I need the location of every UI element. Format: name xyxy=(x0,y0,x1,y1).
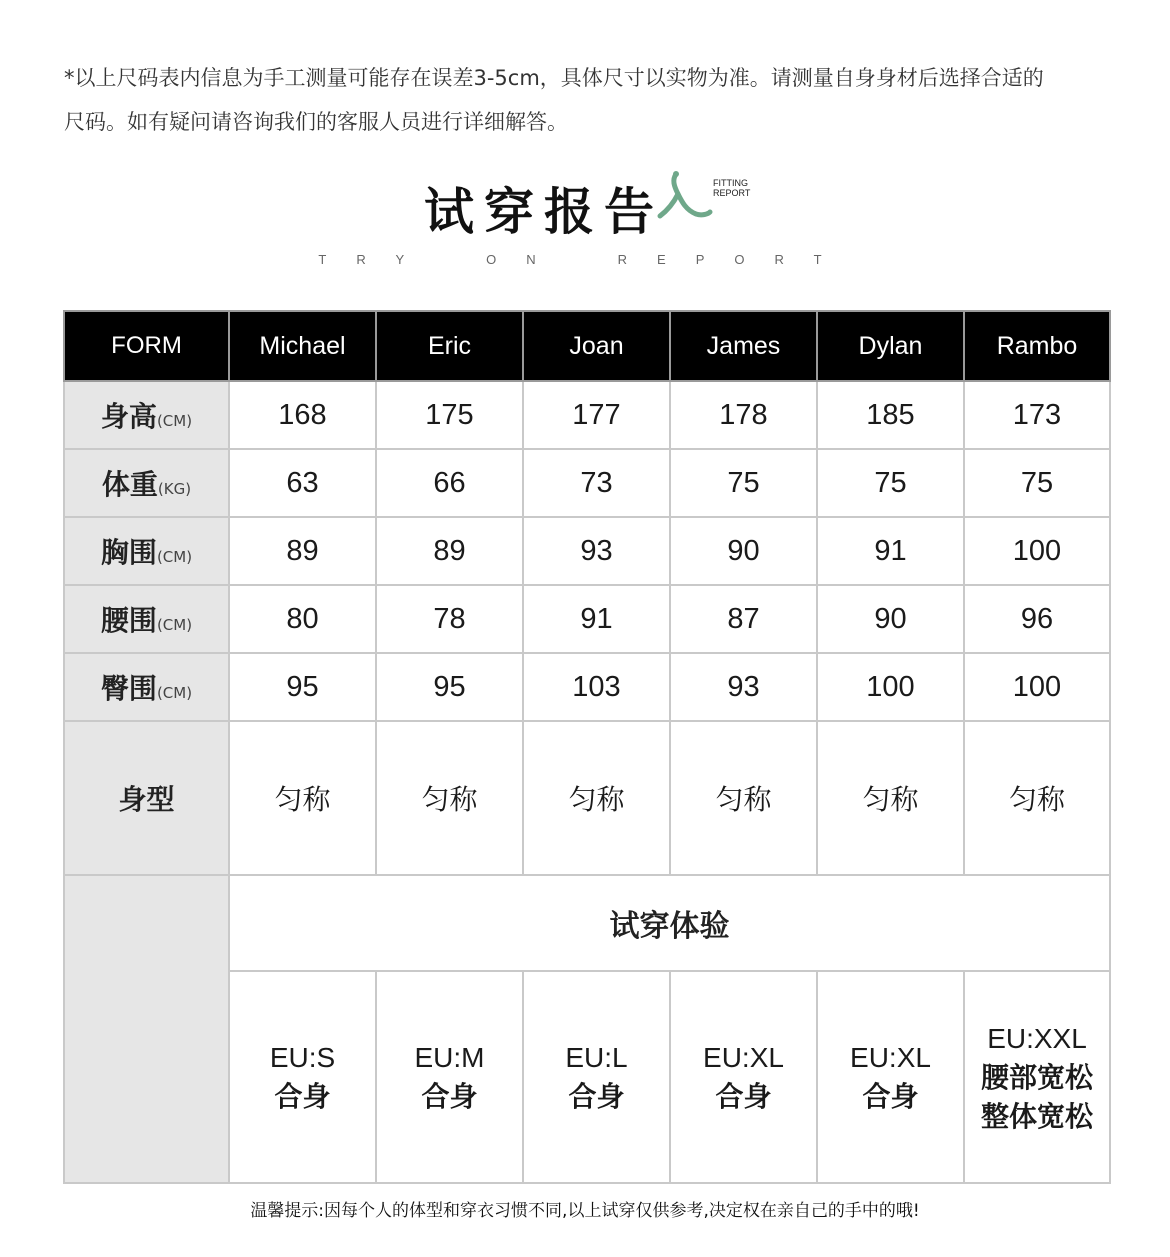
row-label-text: 臀围 xyxy=(100,672,157,705)
header-person: Michael xyxy=(229,311,376,381)
shape-value: 匀称 xyxy=(964,721,1110,875)
logo-text-fitting: FITTING xyxy=(713,178,748,188)
row-label-text: 体重 xyxy=(101,468,158,501)
measure-value: 95 xyxy=(229,653,376,721)
experience-value xyxy=(964,971,1110,1183)
header-person: Joan xyxy=(523,311,670,381)
measure-value: 93 xyxy=(670,653,817,721)
measure-value: 103 xyxy=(523,653,670,721)
note-line-1: *以上尺码表内信息为手工测量可能存在误差3-5cm，具体尺寸以实物为准。请测量自身身材后选择合适的 xyxy=(64,66,1044,90)
measure-value: 91 xyxy=(817,517,964,585)
title-cn: 试穿报告 xyxy=(424,183,664,241)
experience-value xyxy=(229,971,376,1183)
measure-value: 91 xyxy=(523,585,670,653)
measure-value: 177 xyxy=(523,381,670,449)
shape-label: 身型 xyxy=(64,721,229,875)
row-label-unit: (KG) xyxy=(157,480,192,498)
measure-value: 96 xyxy=(964,585,1110,653)
header-form: FORM xyxy=(64,311,229,381)
row-label-text: 腰围 xyxy=(100,604,157,637)
subtitle-word: ON xyxy=(486,252,566,267)
measure-value: 66 xyxy=(376,449,523,517)
shape-row xyxy=(64,721,1110,875)
header-row xyxy=(64,311,1110,381)
measure-value: 93 xyxy=(523,517,670,585)
row-label xyxy=(64,517,229,585)
measure-value: 73 xyxy=(523,449,670,517)
measure-value: 173 xyxy=(964,381,1110,449)
footer-tip: 温馨提示:因每个人的体型和穿衣习惯不同,以上试穿仅供参考,决定权在亲自己的手中的哦! xyxy=(250,1201,920,1221)
subtitle-try-on-report xyxy=(0,252,1170,267)
experience-label-cell xyxy=(64,875,229,1183)
measure-value: 78 xyxy=(376,585,523,653)
measure-value: 80 xyxy=(229,585,376,653)
experience-fit: 合身 xyxy=(274,1080,331,1113)
measure-value: 89 xyxy=(229,517,376,585)
shape-value: 匀称 xyxy=(670,721,817,875)
measure-value: 75 xyxy=(964,449,1110,517)
experience-fit: 腰部宽松 xyxy=(980,1060,1093,1094)
header-person: Dylan xyxy=(817,311,964,381)
measure-row xyxy=(64,449,1110,517)
row-label-text: 胸围 xyxy=(100,536,157,569)
measure-row xyxy=(64,653,1110,721)
measure-value: 175 xyxy=(376,381,523,449)
experience-size: EU:M xyxy=(414,1042,485,1073)
header-person: Rambo xyxy=(964,311,1110,381)
experience-size: EU:XL xyxy=(703,1042,784,1073)
note-line-2: 尺码。如有疑问请咨询我们的客服人员进行详细解答。 xyxy=(64,110,568,134)
experience-value xyxy=(670,971,817,1183)
experience-fit: 合身 xyxy=(568,1080,625,1113)
header-person: Eric xyxy=(376,311,523,381)
report-title xyxy=(0,168,1170,240)
measure-value: 87 xyxy=(670,585,817,653)
logo-text-report: REPORT xyxy=(713,188,751,198)
row-label-unit: (CM) xyxy=(156,412,193,430)
experience-size: EU:L xyxy=(565,1042,628,1073)
shape-value: 匀称 xyxy=(523,721,670,875)
experience-value xyxy=(817,971,964,1183)
shape-value: 匀称 xyxy=(376,721,523,875)
measure-value: 95 xyxy=(376,653,523,721)
experience-size: EU:S xyxy=(269,1042,336,1073)
experience-value xyxy=(523,971,670,1183)
row-label xyxy=(64,449,229,517)
experience-size: EU:XXL xyxy=(987,1022,1087,1054)
measure-row xyxy=(64,381,1110,449)
row-label xyxy=(64,585,229,653)
row-label-unit: (CM) xyxy=(156,548,193,566)
row-label xyxy=(64,653,229,721)
row-label xyxy=(64,381,229,449)
experience-value xyxy=(376,971,523,1183)
measure-value: 75 xyxy=(670,449,817,517)
subtitle-word: TRY xyxy=(318,252,435,267)
measure-value: 90 xyxy=(817,585,964,653)
measure-value: 185 xyxy=(817,381,964,449)
shape-value: 匀称 xyxy=(229,721,376,875)
measure-value: 100 xyxy=(964,653,1110,721)
experience-title: 试穿体验 xyxy=(229,875,1110,971)
measure-value: 178 xyxy=(670,381,817,449)
measure-value: 100 xyxy=(964,517,1110,585)
experience-header-row xyxy=(64,875,1110,971)
row-label-text: 身高 xyxy=(100,400,157,433)
subtitle-word: REPORT xyxy=(617,252,852,267)
measure-row xyxy=(64,585,1110,653)
experience-size: EU:XL xyxy=(850,1042,931,1073)
measure-value: 75 xyxy=(817,449,964,517)
shape-value: 匀称 xyxy=(817,721,964,875)
experience-fit: 合身 xyxy=(862,1080,919,1113)
header-person: James xyxy=(670,311,817,381)
experience-extra: 整体宽松 xyxy=(980,1099,1093,1133)
logo-text xyxy=(713,178,750,198)
measure-row xyxy=(64,517,1110,585)
measure-value: 89 xyxy=(376,517,523,585)
measurement-note xyxy=(64,56,1164,144)
measure-value: 90 xyxy=(670,517,817,585)
row-label-unit: (CM) xyxy=(156,684,193,702)
measure-value: 63 xyxy=(229,449,376,517)
measure-value: 168 xyxy=(229,381,376,449)
row-label-unit: (CM) xyxy=(156,616,193,634)
experience-fit: 合身 xyxy=(421,1080,478,1113)
fitting-report-logo-icon xyxy=(656,170,714,228)
experience-fit: 合身 xyxy=(715,1080,772,1113)
fitting-table xyxy=(63,310,1111,1184)
measure-value: 100 xyxy=(817,653,964,721)
